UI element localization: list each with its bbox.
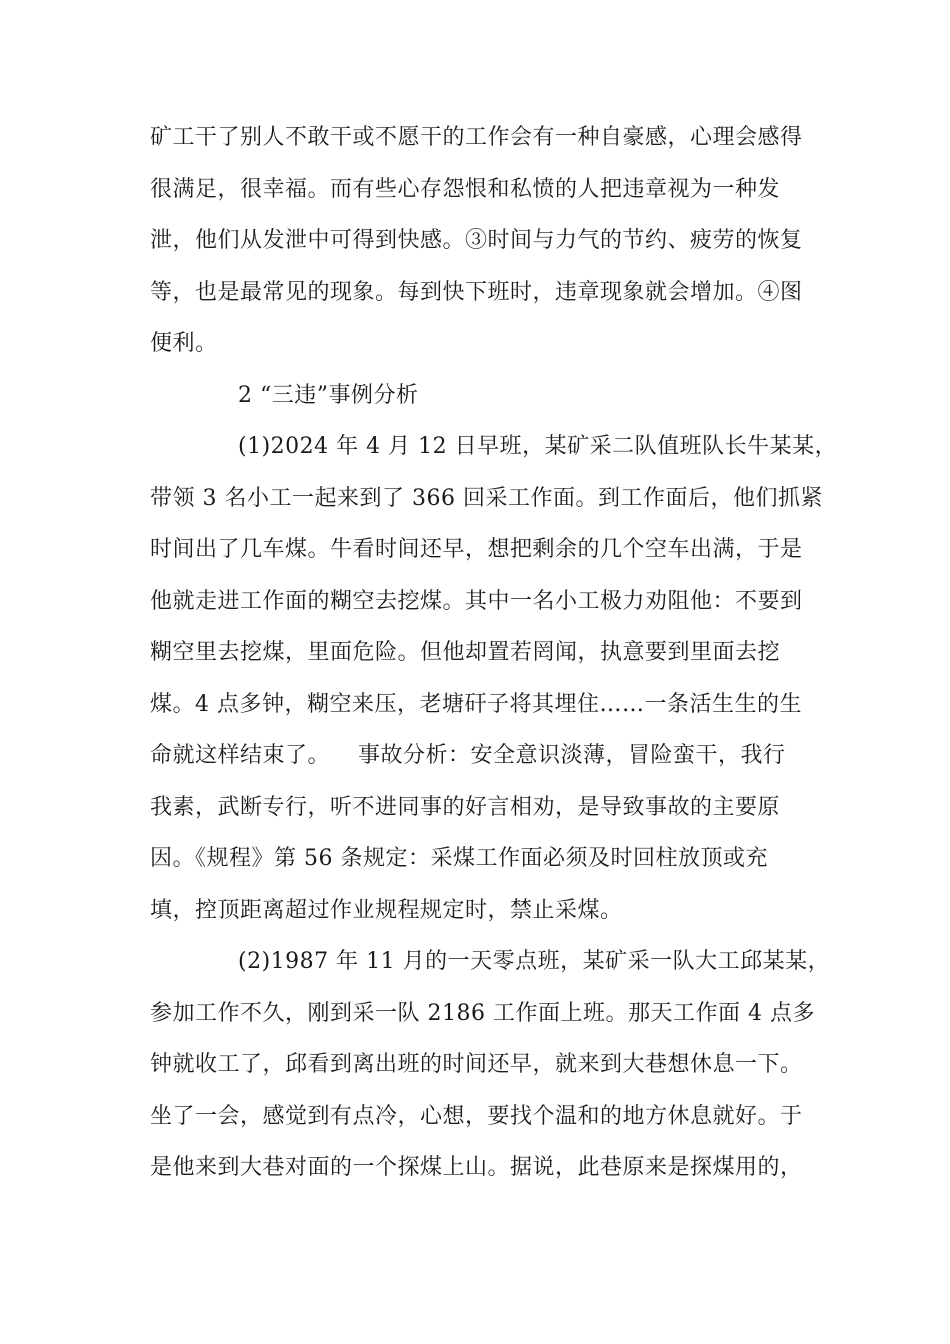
text-line: 参加工作不久，刚到采一队 2186 工作面上班。那天工作面 4 点多 (150, 1000, 815, 1026)
text-line: 坐了一会，感觉到有点冷，心想，要找个温和的地方休息就好。于 (150, 1103, 803, 1129)
text-line: 钟就收工了，邱看到离出班的时间还早，就来到大巷想休息一下。 (150, 1052, 803, 1077)
text-line: 是他来到大巷对面的一个探煤上山。据说，此巷原来是探煤用的， (150, 1155, 803, 1180)
text-line: (2)1987 年 11 月的一天零点班，某矿采一队大工邱某某， (238, 949, 831, 974)
text-line: 因。《规程》第 56 条规定：采煤工作面必须及时回柱放顶或充 (150, 846, 768, 871)
text-line: 矿工干了别人不敢干或不愿干的工作会有一种自豪感，心理会感得 (150, 125, 803, 150)
accident-analysis-label: 事故分析：安全意识淡薄，冒险蛮干，我行 (358, 743, 786, 768)
text-segment: 命就这样结束了。 (150, 743, 331, 768)
text-line-with-analysis (150, 736, 810, 788)
text-line: 很满足，很幸福。而有些心存怨恨和私愤的人把违章视为一种发 (150, 176, 781, 202)
text-line: 时间出了几车煤。牛看时间还早，想把剩余的几个空车出满，于是 (150, 537, 803, 562)
text-line: 便利。 (150, 331, 218, 356)
section-heading: 2 “三违”事例分析 (238, 382, 419, 408)
text-line: (1)2024 年 4 月 12 日早班，某矿采二队值班队长牛某某， (238, 434, 838, 459)
text-line: 我素，武断专行，听不进同事的好言相劝，是导致事故的主要原 (150, 794, 781, 820)
text-line: 带领 3 名小工一起来到了 366 回采工作面。到工作面后，他们抓紧 (150, 485, 823, 511)
text-line: 泄，他们从发泄中可得到快感。③时间与力气的节约、疲劳的恢复 (150, 228, 803, 253)
text-line: 他就走进工作面的糊空去挖煤。其中一名小工极力劝阻他：不要到 (150, 588, 803, 614)
text-line: 等，也是最常见的现象。每到快下班时，违章现象就会增加。④图 (150, 279, 803, 305)
text-line: 煤。4 点多钟，糊空来压，老塘矸子将其埋住……一条活生生的生 (150, 691, 802, 717)
text-line: 糊空里去挖煤，里面危险。但他却置若罔闻，执意要到里面去挖 (150, 640, 781, 665)
document-body (150, 118, 838, 1200)
text-line: 填，控顶距离超过作业规程规定时，禁止采煤。 (150, 897, 623, 923)
